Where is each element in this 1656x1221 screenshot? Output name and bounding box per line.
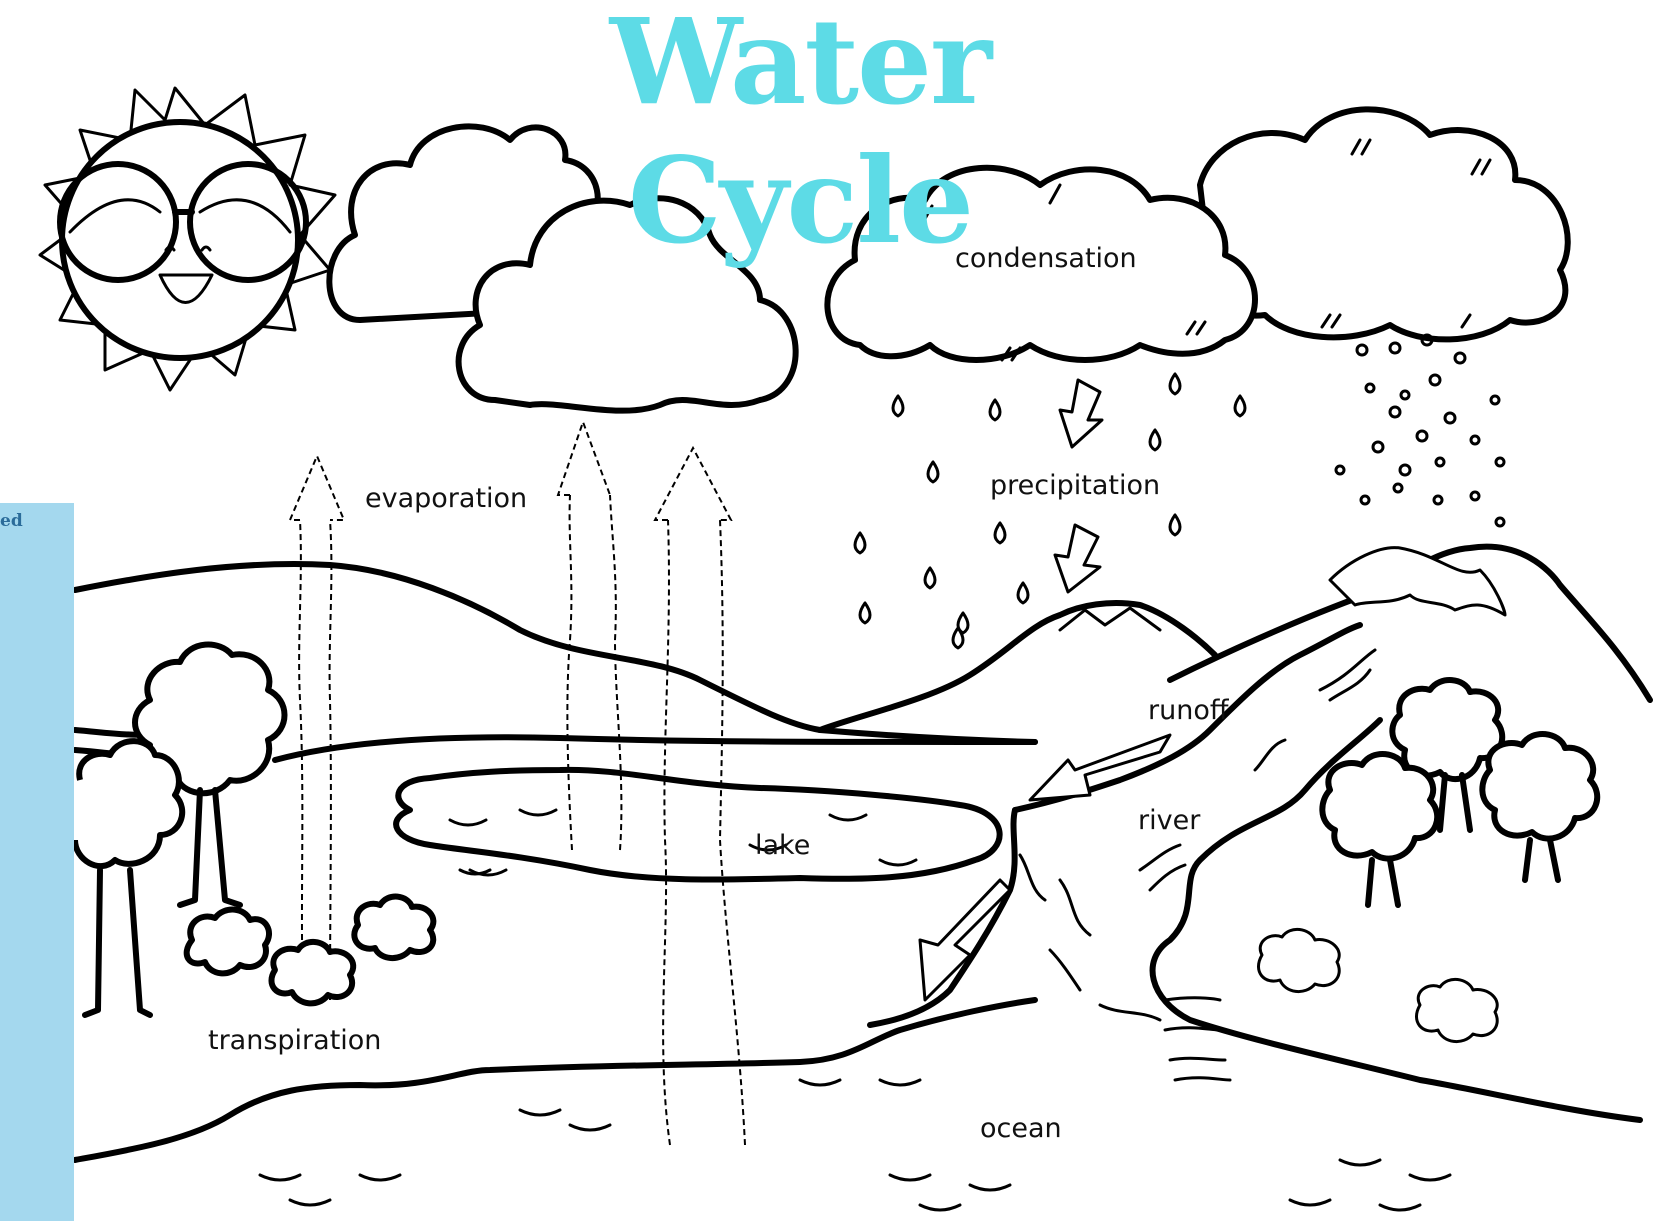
lake [396,770,1000,880]
label-condensation: condensation [955,243,1137,274]
trees-right [1258,680,1597,1042]
label-transpiration: transpiration [208,1025,382,1056]
side-panel-text: ed [0,511,23,531]
label-precipitation: precipitation [990,470,1161,501]
snow-flakes [1336,335,1504,526]
label-runoff: runoff [1148,695,1229,726]
label-evaporation: evaporation [365,483,528,514]
label-lake: lake [755,830,811,861]
rain-drops [855,374,1245,648]
trees-left [75,645,433,1015]
sun-illustration [40,88,335,390]
side-panel [0,503,74,1221]
diagram-title: Water Cycle [609,0,991,270]
label-ocean: ocean [980,1113,1062,1144]
label-river: river [1138,805,1201,836]
